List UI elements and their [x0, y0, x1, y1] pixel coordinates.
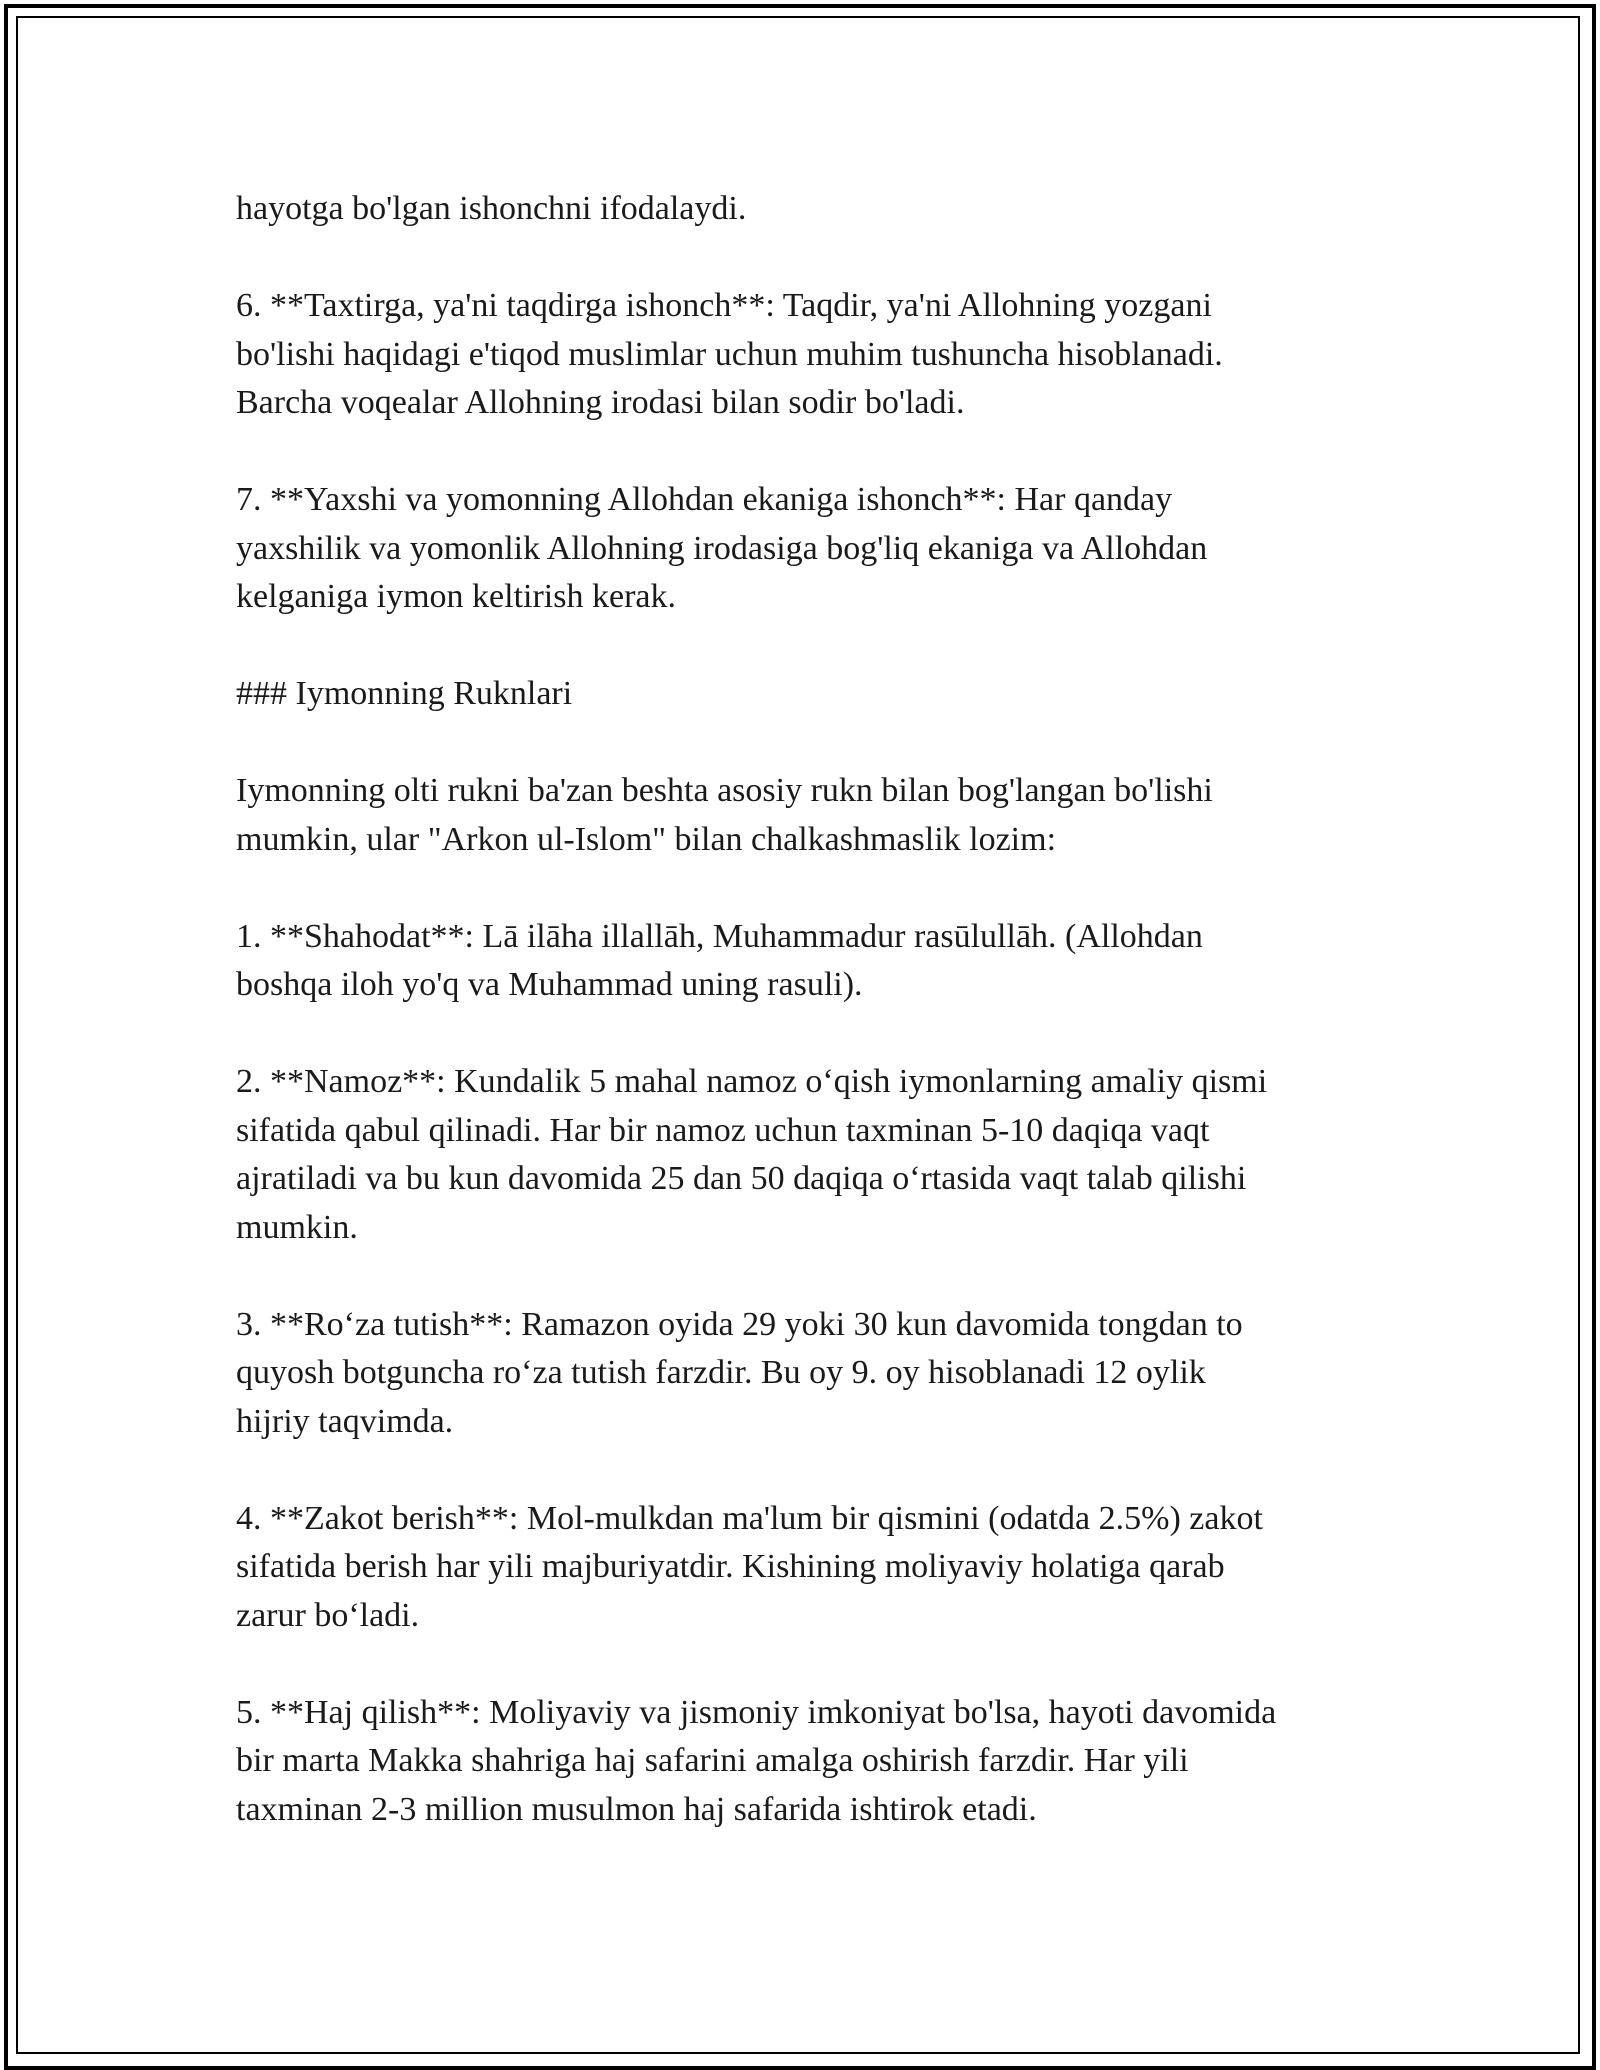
paragraph-rukn-5-haj: 5. **Haj qilish**: Moliyaviy va jismoniy imkoniyat bo'lsa, hayoti davomida bir marta Makka shahriga haj safarini amalga oshirish farzdir. Har yili taxminan 2-3 million musulmon haj safarida ishtirok etadi. [236, 1693, 1277, 1828]
paragraph-rukn-2-namoz: 2. **Namoz**: Kundalik 5 mahal namoz o‘qish iymonlarning amaliy qismi sifatida qabul qilinadi. Har bir namoz uchun taxminan 5-10 daqiqa vaqt ajratiladi va bu kun davomida 25 dan 50 daqiqa o‘rtasida vaqt talab qilishi mumkin. [236, 1063, 1268, 1246]
paragraph-intro-ruknlar: Iymonning olti rukni ba'zan beshta asosiy rukn bilan bog'langan bo'lishi mumkin, ular "Arkon ul-Islom" bilan chalkashmaslik lozim: [236, 772, 1213, 858]
paragraph-rukn-1-shahodat: 1. **Shahodat**: Lā ilāha illallāh, Muhammadur rasūlullāh. (Allohdan boshqa iloh yo'q va Muhammad uning rasuli). [236, 917, 1203, 1003]
paragraph-rukn-4-zakot: 4. **Zakot berish**: Mol-mulkdan ma'lum bir qismini (odatda 2.5%) zakot sifatida berish har yili majburiyatdir. Kishining moliyaviy holatiga qarab zarur bo‘ladi. [236, 1499, 1263, 1634]
page-content [236, 185, 1386, 1834]
paragraph-item-6-taqdir: 6. **Taxtirga, ya'ni taqdirga ishonch**: Taqdir, ya'ni Allohning yozgani bo'lishi haqidagi e'tiqod muslimlar uchun muhim tushuncha hisoblanadi. Barcha voqealar Allohning irodasi bilan sodir bo'ladi. [236, 287, 1223, 421]
paragraph-rukn-3-roza: 3. **Ro‘za tutish**: Ramazon oyida 29 yoki 30 kun davomida tongdan to quyosh botguncha ro‘za tutish farzdir. Bu oy 9. oy hisoblanadi 12 oylik hijriy taqvimda. [236, 1305, 1243, 1440]
paragraph-continuation: hayotga bo'lgan ishonchni ifodalaydi. [236, 190, 747, 227]
paragraph-item-7-yaxshi-yomon: 7. **Yaxshi va yomonning Allohdan ekaniga ishonch**: Har qanday yaxshilik va yomonlik Allohning irodasiga bog'liq ekaniga va Allohdan kelganiga iymon keltirish kerak. [236, 481, 1208, 615]
section-heading: ### Iymonning Ruknlari [236, 675, 573, 712]
